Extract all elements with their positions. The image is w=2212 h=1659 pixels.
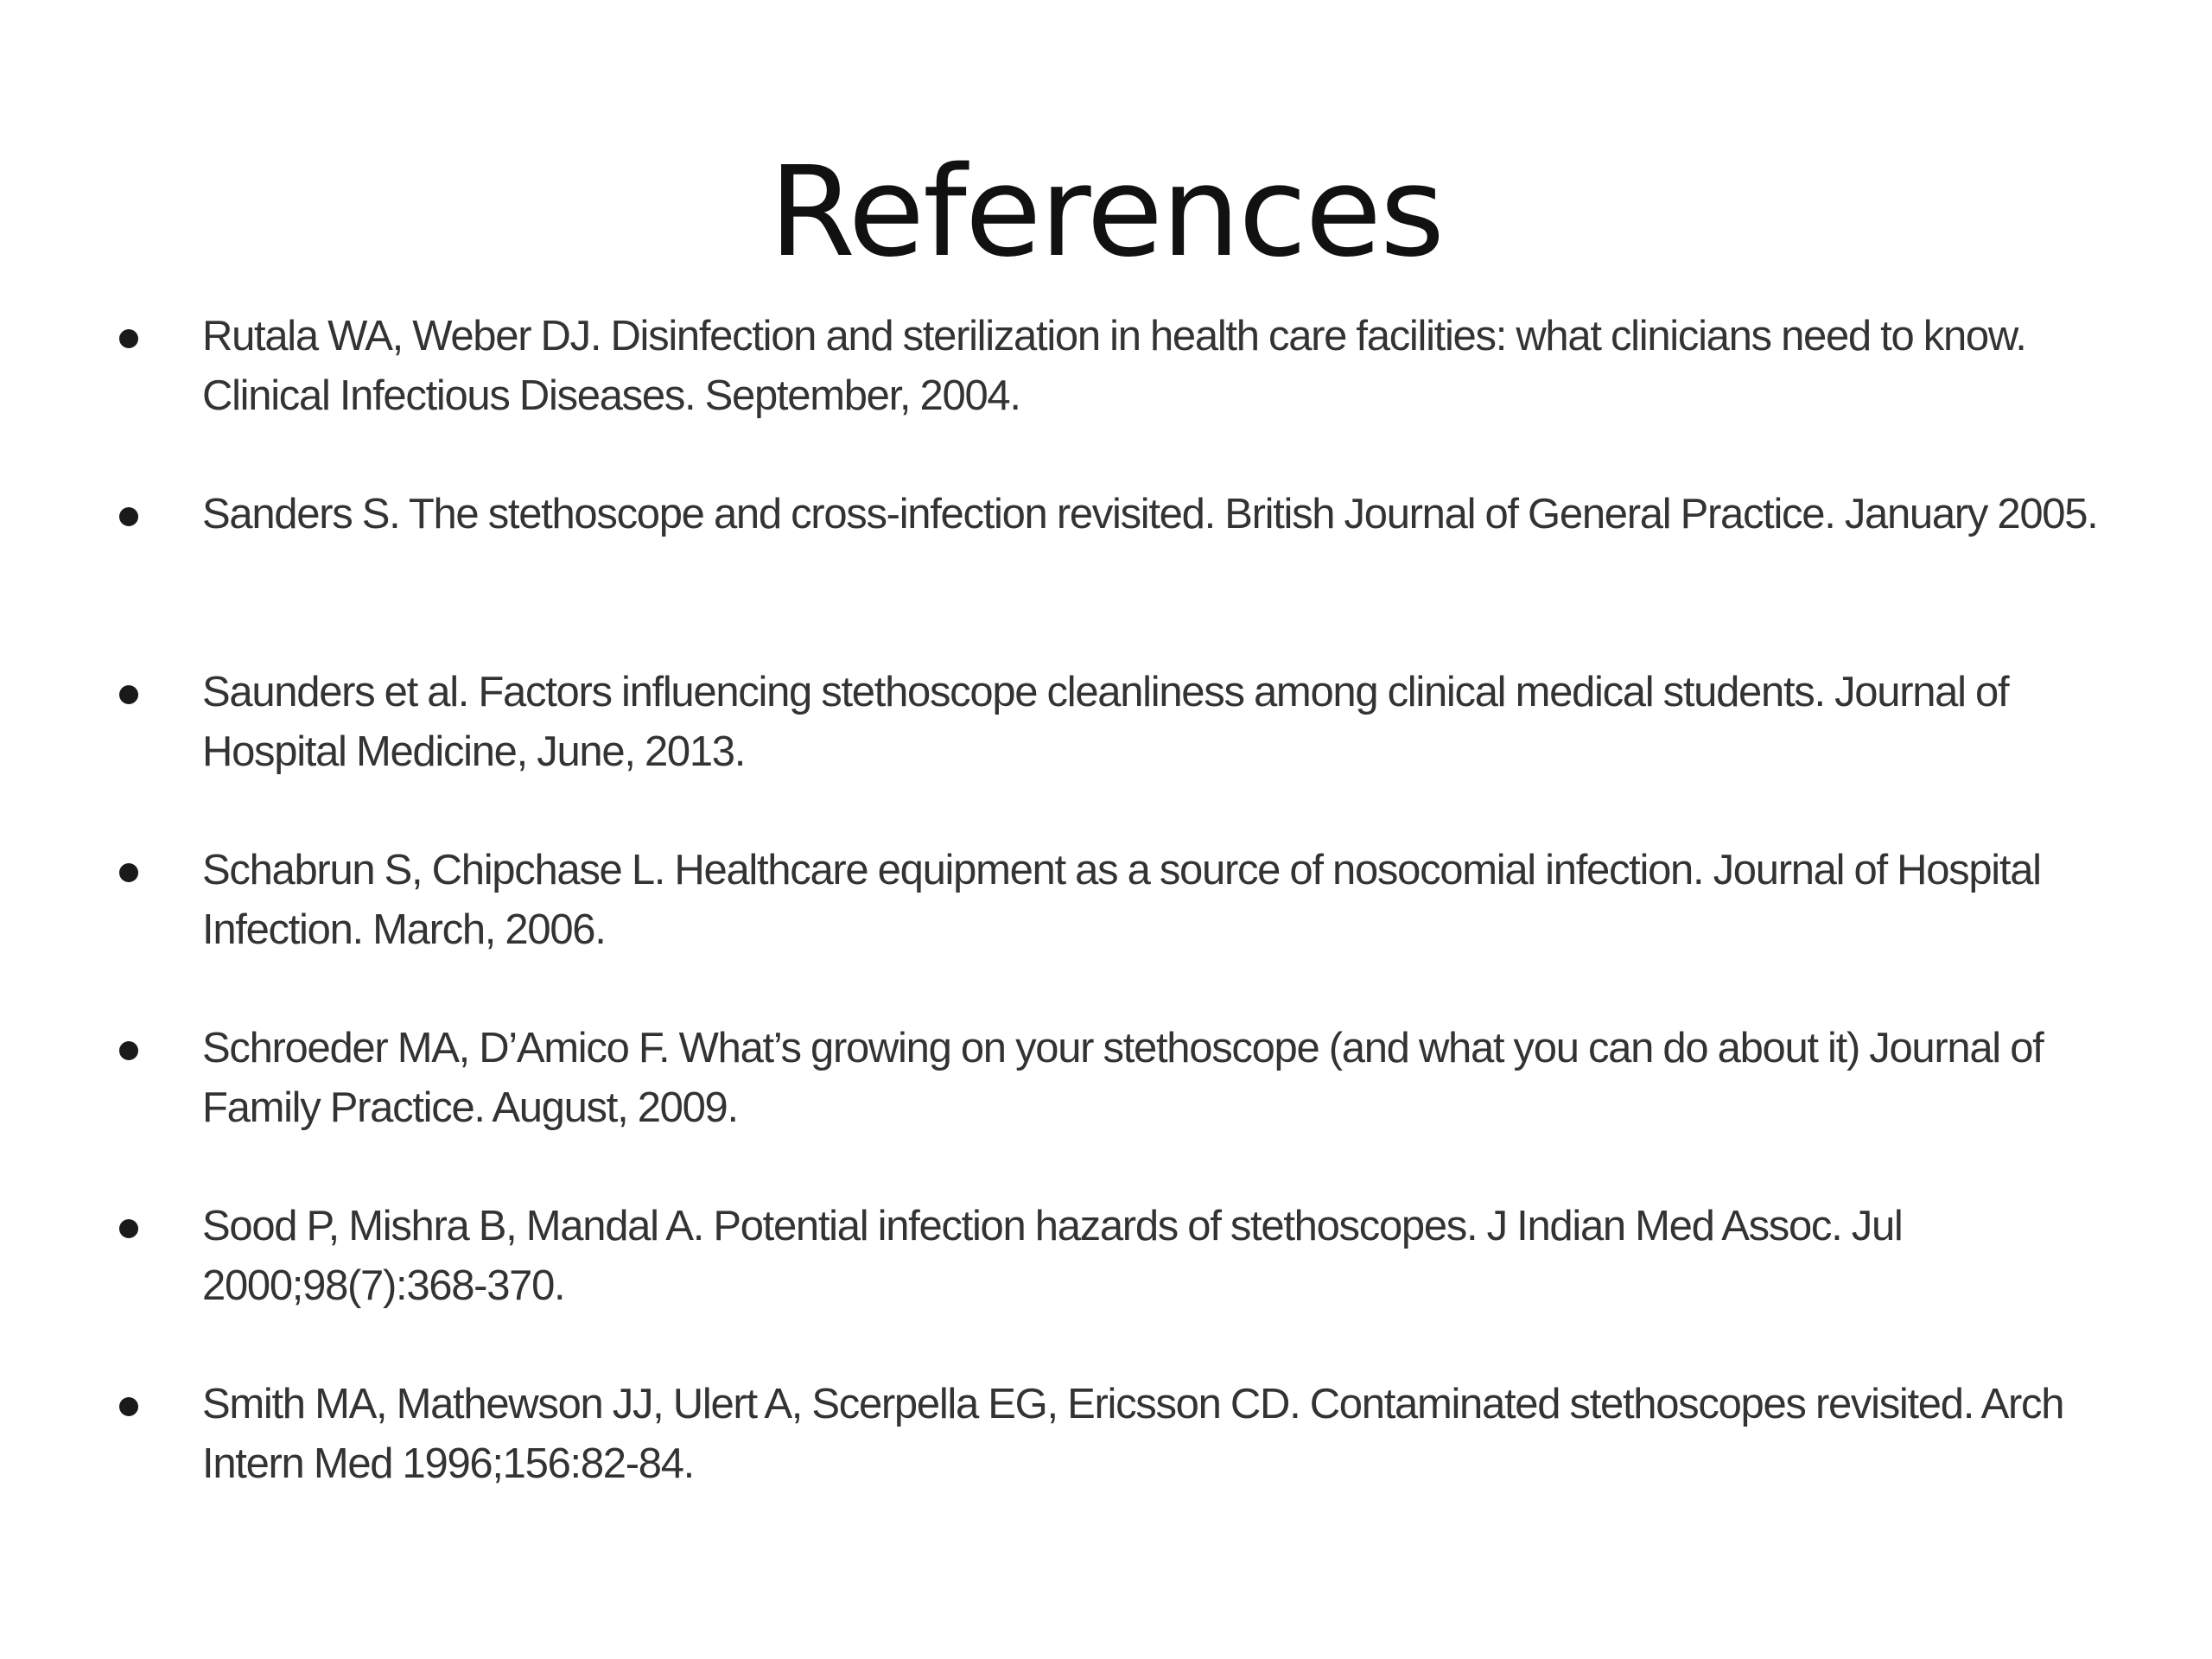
reference-text: Schabrun S, Chipchase L. Healthcare equipment as a source of nosocomial infection. Journal of Hospital Infection. March, 2006. <box>202 847 2041 953</box>
bullet-icon <box>119 507 138 526</box>
reference-item <box>0 1019 2212 1131</box>
bullet-icon <box>119 1219 138 1238</box>
bullet-icon <box>119 863 138 882</box>
reference-text: Sood P, Mishra B, Mandal A. Potential infection hazards of stethoscopes. J Indian Med Assoc. Jul 2000;98(7):368-370. <box>202 1203 1903 1309</box>
reference-text: Rutala WA, Weber DJ. Disinfection and sterilization in health care facilities: what clinicians need to know. Clinical Infectious Diseases. September, 2004. <box>202 313 2026 419</box>
reference-text: Schroeder MA, D’Amico F. What’s growing on your stethoscope (and what you can do about it) Journal of Family Practice. August, 2009. <box>202 1025 2044 1131</box>
reference-item <box>0 841 2212 953</box>
bullet-icon <box>119 1397 138 1416</box>
reference-item <box>0 1197 2212 1309</box>
reference-text: Saunders et al. Factors influencing stethoscope cleanliness among clinical medical students. Journal of Hospital Medicine, June, 2013. <box>202 669 2009 775</box>
reference-text: Smith MA, Mathewson JJ, Ulert A, Scerpella EG, Ericsson CD. Contaminated stethoscopes revisited. Arch Intern Med 1996;156:82-84. <box>202 1381 2064 1487</box>
bullet-icon <box>119 1041 138 1060</box>
bullet-icon <box>119 329 138 348</box>
reference-item <box>0 307 2212 419</box>
bullet-icon <box>119 685 138 704</box>
reference-item <box>0 663 2212 775</box>
reference-item <box>0 1375 2212 1487</box>
reference-item <box>0 485 2212 543</box>
reference-text: Sanders S. The stethoscope and cross-infection revisited. British Journal of General Practice. January 2005. <box>202 491 2098 537</box>
slide-title: References <box>768 139 1444 284</box>
reference-list <box>0 307 2212 1553</box>
